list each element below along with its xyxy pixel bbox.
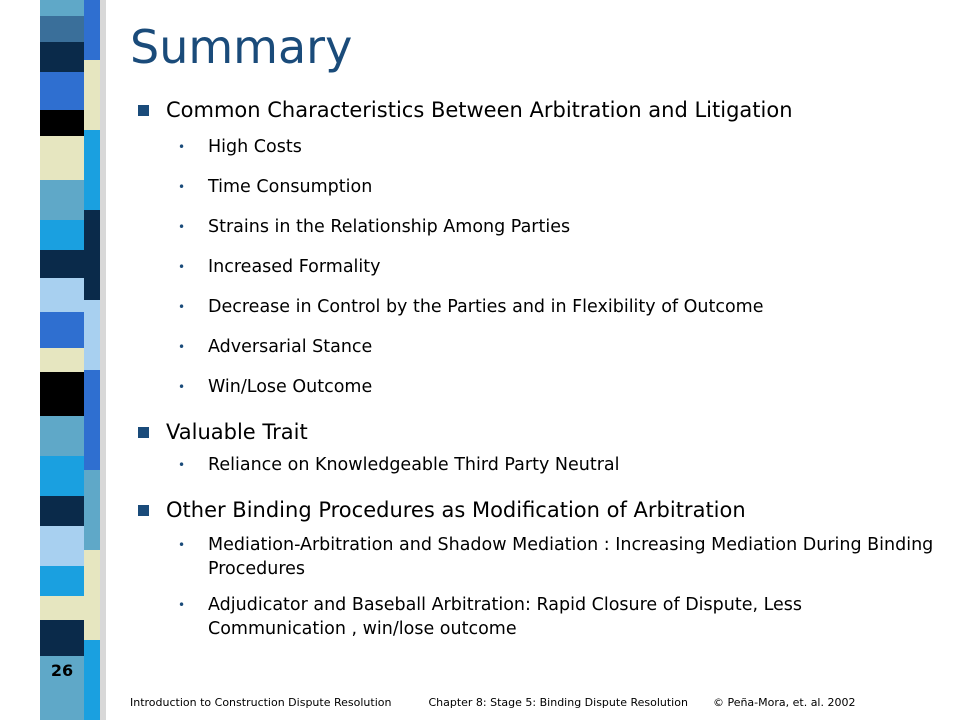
list-item-text: Increased Formality [208, 257, 381, 277]
list-item-text: Adjudicator and Baseball Arbitration: Rapid Closure of Dispute, Less Communication , win/lose outcome [208, 595, 803, 639]
list-item-text: High Costs [208, 137, 302, 157]
list-item-text: Win/Lose Outcome [208, 377, 373, 397]
section-heading-text: Valuable Trait [166, 420, 308, 444]
dot-bullet-icon: • [178, 598, 186, 612]
strip-column-right [84, 0, 100, 720]
list-item-text: Reliance on Knowledgeable Third Party Neutral [208, 455, 620, 475]
strip-column-left [40, 0, 84, 720]
section-heading [138, 95, 938, 125]
list-item [138, 215, 938, 239]
list-item-text: Strains in the Relationship Among Parties [208, 217, 571, 237]
list-item [138, 335, 938, 359]
dot-bullet-icon: • [178, 300, 186, 314]
list-item-text: Decrease in Control by the Parties and in Flexibility of Outcome [208, 297, 764, 317]
list-item [138, 375, 938, 399]
square-bullet-icon [138, 427, 149, 438]
dot-bullet-icon: • [178, 538, 186, 552]
list-item [138, 255, 938, 279]
decorative-strip [0, 0, 105, 720]
section-heading [138, 495, 938, 525]
list-item [138, 295, 938, 319]
dot-bullet-icon: • [178, 458, 186, 472]
section-heading [138, 417, 938, 447]
section-heading-text: Common Characteristics Between Arbitration and Litigation [166, 98, 793, 122]
list-item-text: Time Consumption [208, 177, 373, 197]
dot-bullet-icon: • [178, 380, 186, 394]
footer [130, 696, 942, 709]
list-item [138, 593, 938, 641]
square-bullet-icon [138, 105, 149, 116]
page-number: 26 [50, 661, 74, 680]
list-item [138, 533, 938, 581]
footer-course: Introduction to Construction Dispute Resolution [130, 696, 392, 709]
dot-bullet-icon: • [178, 340, 186, 354]
list-item-text: Adversarial Stance [208, 337, 373, 357]
section-heading-text: Other Binding Procedures as Modification of Arbitration [166, 498, 746, 522]
dot-bullet-icon: • [178, 260, 186, 274]
list-item-text: Mediation-Arbitration and Shadow Mediation : Increasing Mediation During Binding Procedures [208, 535, 934, 579]
list-item [138, 453, 938, 477]
footer-chapter: Chapter 8: Stage 5: Binding Dispute Resolution [428, 696, 688, 709]
dot-bullet-icon: • [178, 180, 186, 194]
square-bullet-icon [138, 505, 149, 516]
slide-content [138, 95, 938, 641]
list-item [138, 135, 938, 159]
list-item [138, 175, 938, 199]
footer-copyright: © Peña-Mora, et. al. 2002 [712, 696, 856, 709]
dot-bullet-icon: • [178, 140, 186, 154]
strip-shadow [100, 0, 106, 720]
page-title: Summary [130, 20, 353, 74]
dot-bullet-icon: • [178, 220, 186, 234]
